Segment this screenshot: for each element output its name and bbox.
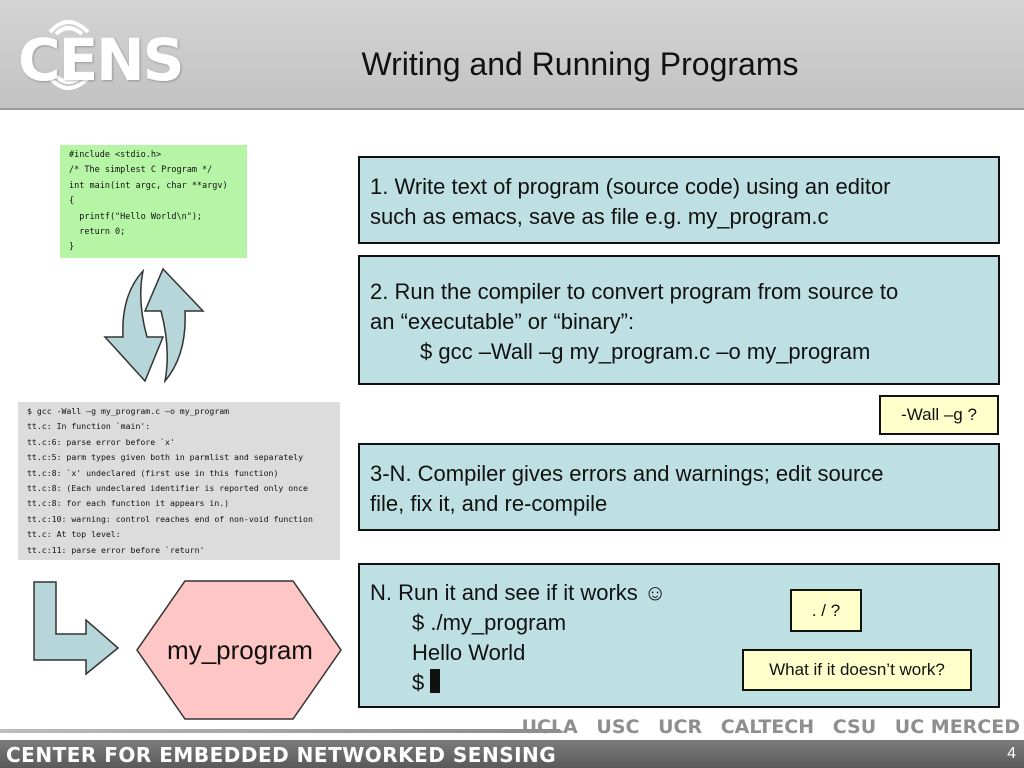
step-3-line-1: 3-N. Compiler gives errors and warnings; edit source [370,461,884,486]
source-code-listing [60,145,247,258]
step-n-command: $ ./my_program [412,610,567,635]
output-line: tt.c:5: parm types given both in parmlist and separately [27,452,304,463]
university-name: UCR [658,716,703,738]
page-title: Writing and Running Programs [361,46,799,82]
program-hexagon [135,579,345,721]
code-line: } [69,242,75,253]
dot-slash-note: . / ? [790,589,862,632]
output-line: tt.c:6: parse error before `x' [27,436,175,447]
footer-org-name: CENTER FOR EMBEDDED NETWORKED SENSING [6,743,557,767]
step-3-box [358,443,1000,531]
footer-divider [0,729,560,733]
university-list [510,716,1020,738]
page-number: 4 [1007,745,1016,762]
output-line: tt.c:8: for each function it appears in.) [27,498,230,509]
step-3-line-2: file, fix it, and re-compile [370,491,608,516]
output-line: tt.c:10: warning: control reaches end of non-void function [27,513,313,524]
what-if-fail-note: What if it doesn’t work? [742,649,972,691]
code-line: printf("Hello World\n"); [69,211,203,222]
slide-header [0,0,1024,110]
code-line: return 0; [69,226,126,237]
cens-logo [6,4,183,104]
step-2-command: $ gcc –Wall –g my_program.c –o my_program [420,339,871,364]
step-1-line-2: such as emacs, save as file e.g. my_program.c [370,204,829,229]
step-2-line-1: 2. Run the compiler to convert program from source to [370,279,899,304]
bent-arrow-icon [32,580,122,675]
step-1-box [358,156,1000,244]
step-n-line-1: N. Run it and see if it works ☺ [370,580,667,605]
university-name: USC [596,716,640,738]
university-name: CSU [832,716,877,738]
code-line: { [69,196,75,207]
university-name: UCLA [521,716,578,738]
output-line: $ gcc -Wall –g my_program.c –o my_program [27,406,230,416]
output-line: tt.c:8: `x' undeclared (first use in this function) [27,467,279,478]
hexagon-label: my_program [167,635,313,665]
output-line: tt.c:8: (Each undeclared identifier is reported only once [27,482,308,493]
output-line: tt.c:11: parse error before `return' [27,544,205,555]
wall-flags-note: -Wall –g ? [879,395,999,435]
cycle-arrows-icon [95,265,215,385]
code-line: int main(int argc, char **argv) [69,180,228,191]
step-2-box [358,255,1000,385]
step-2-line-2: an “executable” or “binary”: [370,309,635,334]
compiler-output [18,402,340,560]
code-line: #include <stdio.h> [69,150,162,160]
output-line: tt.c: In function `main': [27,421,151,432]
output-line: tt.c: At top level: [27,529,121,540]
code-line: /* The simplest C Program */ [69,165,213,176]
step-n-output: Hello World [412,640,526,665]
prompt-symbol: $ [412,670,425,695]
terminal-cursor [430,669,440,693]
university-name: CALTECH [720,716,815,738]
logo-text: CENS [18,26,183,94]
university-name: UC MERCED [894,716,1020,738]
step-1-line-1: 1. Write text of program (source code) using an editor [370,174,891,199]
